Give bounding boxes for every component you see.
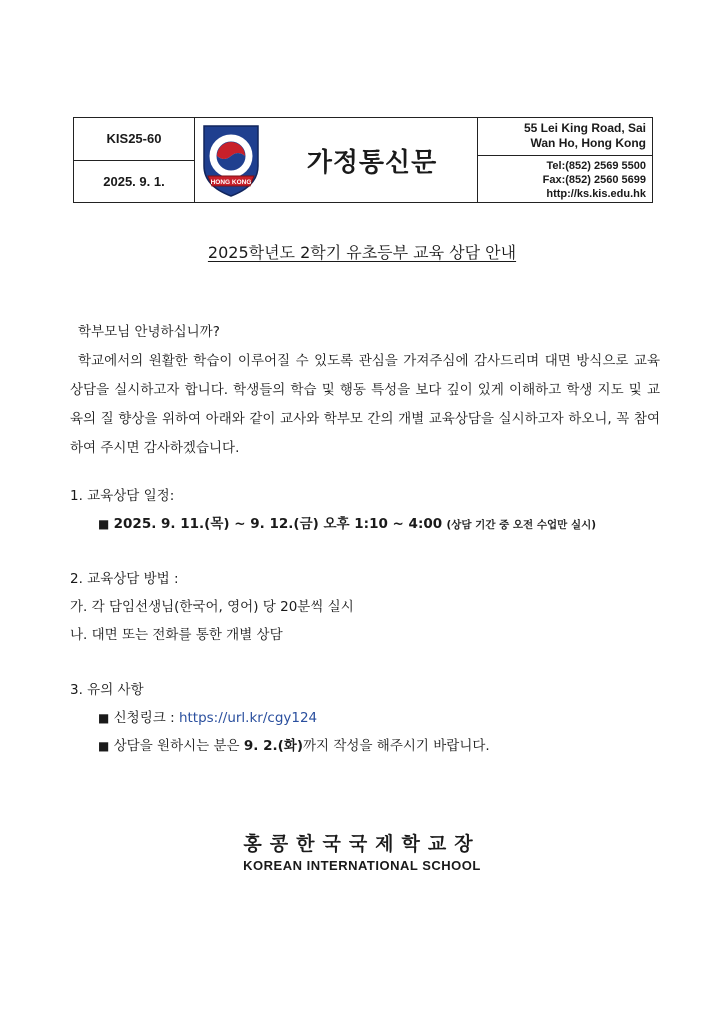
- school-contact: [478, 118, 652, 202]
- section-schedule: [70, 482, 670, 539]
- method-item-a: 가. 각 담임선생님(한국어, 영어) 당 20분씩 실시: [70, 599, 354, 615]
- school-logo: [195, 118, 267, 202]
- principal-korean: 홍콩한국국제학교장: [243, 833, 481, 855]
- section-schedule-title: 1. 교육상담 일정:: [70, 488, 175, 504]
- deadline-before: 상담을 원하시는 분은: [113, 738, 244, 754]
- notice-body: [70, 318, 660, 463]
- square-bullet-icon: ■: [98, 739, 110, 753]
- schedule-item: [70, 510, 670, 539]
- link-item: [70, 704, 670, 732]
- website: http://ks.kis.edu.hk: [546, 188, 646, 200]
- fax: Fax:(852) 2560 5699: [542, 174, 646, 186]
- schedule-note: (상담 기간 중 오전 수업만 실시): [446, 519, 597, 531]
- schedule-date: 2025. 9. 11.(목) ~ 9. 12.(금) 오후 1:10 ~ 4:00: [113, 516, 443, 532]
- letterhead-table: [73, 117, 653, 203]
- link-label: 신청링크 :: [113, 710, 179, 726]
- section-notes-title: 3. 유의 사항: [70, 682, 144, 698]
- deadline-date: 9. 2.(화): [243, 738, 304, 754]
- school-address: 55 Lei King Road, Sai Wan Ho, Hong Kong: [478, 118, 652, 156]
- doc-date: 2025. 9. 1.: [103, 173, 165, 189]
- doc-number: KIS25-60: [74, 118, 194, 161]
- square-bullet-icon: ■: [98, 517, 110, 531]
- document-title: 가정통신문: [267, 118, 478, 202]
- doc-info-column: [74, 118, 195, 202]
- deadline-after: 까지 작성을 해주시기 바랍니다.: [303, 738, 490, 754]
- section-notes: [70, 676, 670, 760]
- tel: Tel:(852) 2569 5500: [546, 160, 646, 172]
- deadline-item: [70, 732, 670, 760]
- logo-banner-text: HONG KONG: [210, 179, 252, 186]
- section-method: [70, 565, 670, 649]
- main-paragraph: 학교에서의 원활한 학습이 이루어질 수 있도록 관심을 가져주심에 감사드리며 대면 방식으로 교육 상담을 실시하고자 합니다. 학생들의 학습 및 행동 특성을 보다 깊이 있게 이해하고 학생 지도 및 교육의 질 향상을 위하여 아래와 같이 교사와 학부모 간의 개별 교육상담을 실시하고자 하오니, 꼭 참여하여 주시면 감사하겠습니다.: [70, 353, 660, 456]
- principal-english: KOREAN INTERNATIONAL SCHOOL: [243, 858, 481, 873]
- greeting: 학부모님 안녕하십니까?: [78, 324, 220, 340]
- school-phone-fax: [478, 156, 652, 202]
- registration-link[interactable]: https://url.kr/cgy124: [178, 710, 318, 726]
- section-method-title: 2. 교육상담 방법 :: [70, 571, 179, 587]
- method-item-b: 나. 대면 또는 전화를 통한 개별 상담: [70, 627, 283, 643]
- square-bullet-icon: ■: [98, 711, 110, 725]
- school-crest-icon: [198, 120, 264, 200]
- signature-block: [0, 829, 724, 873]
- notice-heading: 2025학년도 2학기 유초등부 교육 상담 안내: [207, 243, 517, 262]
